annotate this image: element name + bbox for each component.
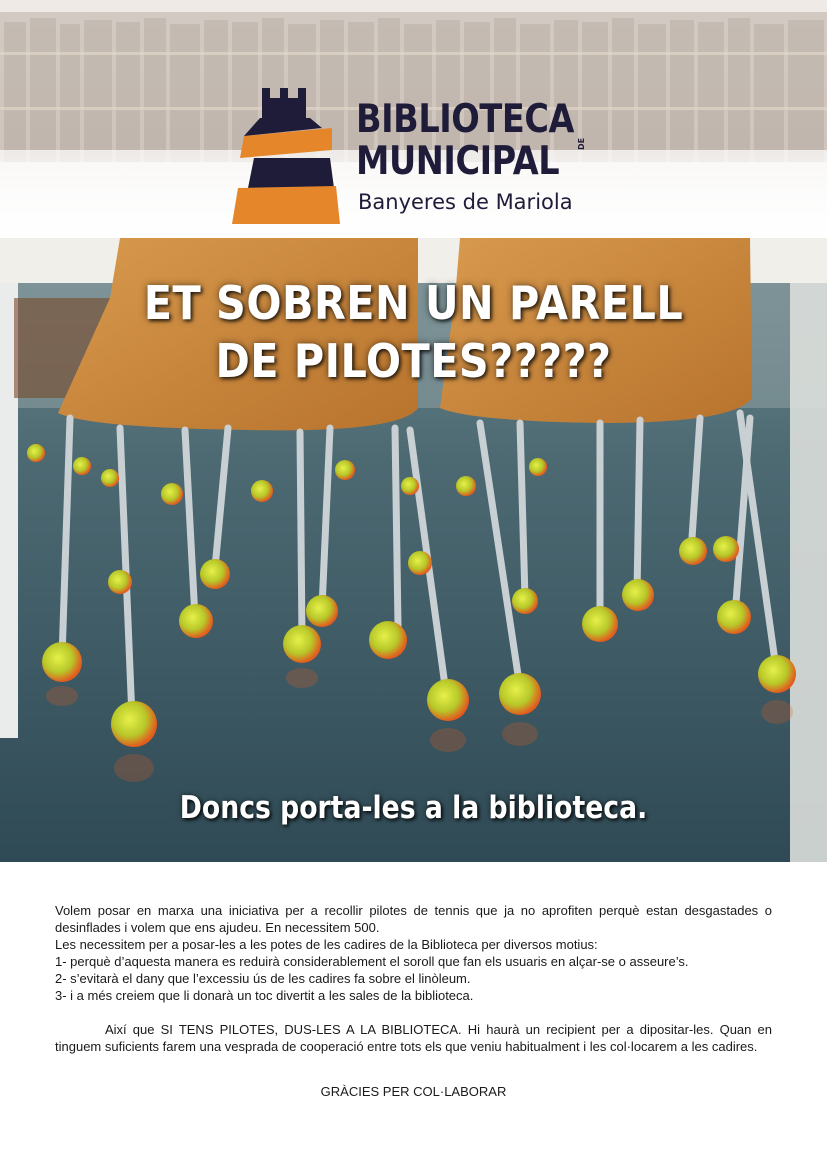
closing-paragraph: Així que SI TENS PILOTES, DUS-LES A LA BIBLIOTECA. Hi haurà un recipient per a dipositar-les. Quan en tinguem suficients farem una vesprada de cooperació entre tots els que veniu habitualment i les col·locarem a les cadires. <box>55 1022 772 1054</box>
headline-line1: ET SOBREN UN PARELL <box>143 276 684 330</box>
reason-item-3: 3- i a més creiem que li donarà un toc divertit a les sales de la biblioteca. <box>55 988 474 1003</box>
headline-line2: DE PILOTES????? <box>215 334 612 388</box>
reason-item-1: 1- perquè d’aquesta manera es reduirà considerablement el soroll que fan els usuaris en alçar-se o asseure’s. <box>55 954 689 969</box>
header <box>0 0 827 238</box>
logo-wordmark <box>356 99 610 183</box>
thanks-line: GRÀCIES PER COL·LABORAR <box>320 1084 507 1099</box>
logo-subtitle: Banyeres de Mariola <box>358 190 573 214</box>
intro-paragraph: Volem posar en marxa una iniciativa per a recollir pilotes de tennis que ja no aprofiten perquè estan desgastades o desinflades i volem que ens ajudeu. En necessitem 500. <box>55 903 772 935</box>
headline <box>41 274 785 390</box>
tower-logo-icon <box>230 88 346 226</box>
subheadline: Doncs porta-les a la biblioteca. <box>179 790 648 826</box>
reasons-intro: Les necessitem per a posar-les a les potes de les cadires de la Biblioteca per diversos motius: <box>55 937 598 952</box>
reason-item-2: 2- s’evitarà el dany que l’excessiu ús de les cadires fa sobre el linòleum. <box>55 971 471 986</box>
logo-title-line1: BIBLIOTECA <box>356 97 575 142</box>
logo-de: DE <box>577 137 586 150</box>
body-text <box>55 902 772 1055</box>
logo-title-line2: MUNICIPAL <box>356 139 560 184</box>
